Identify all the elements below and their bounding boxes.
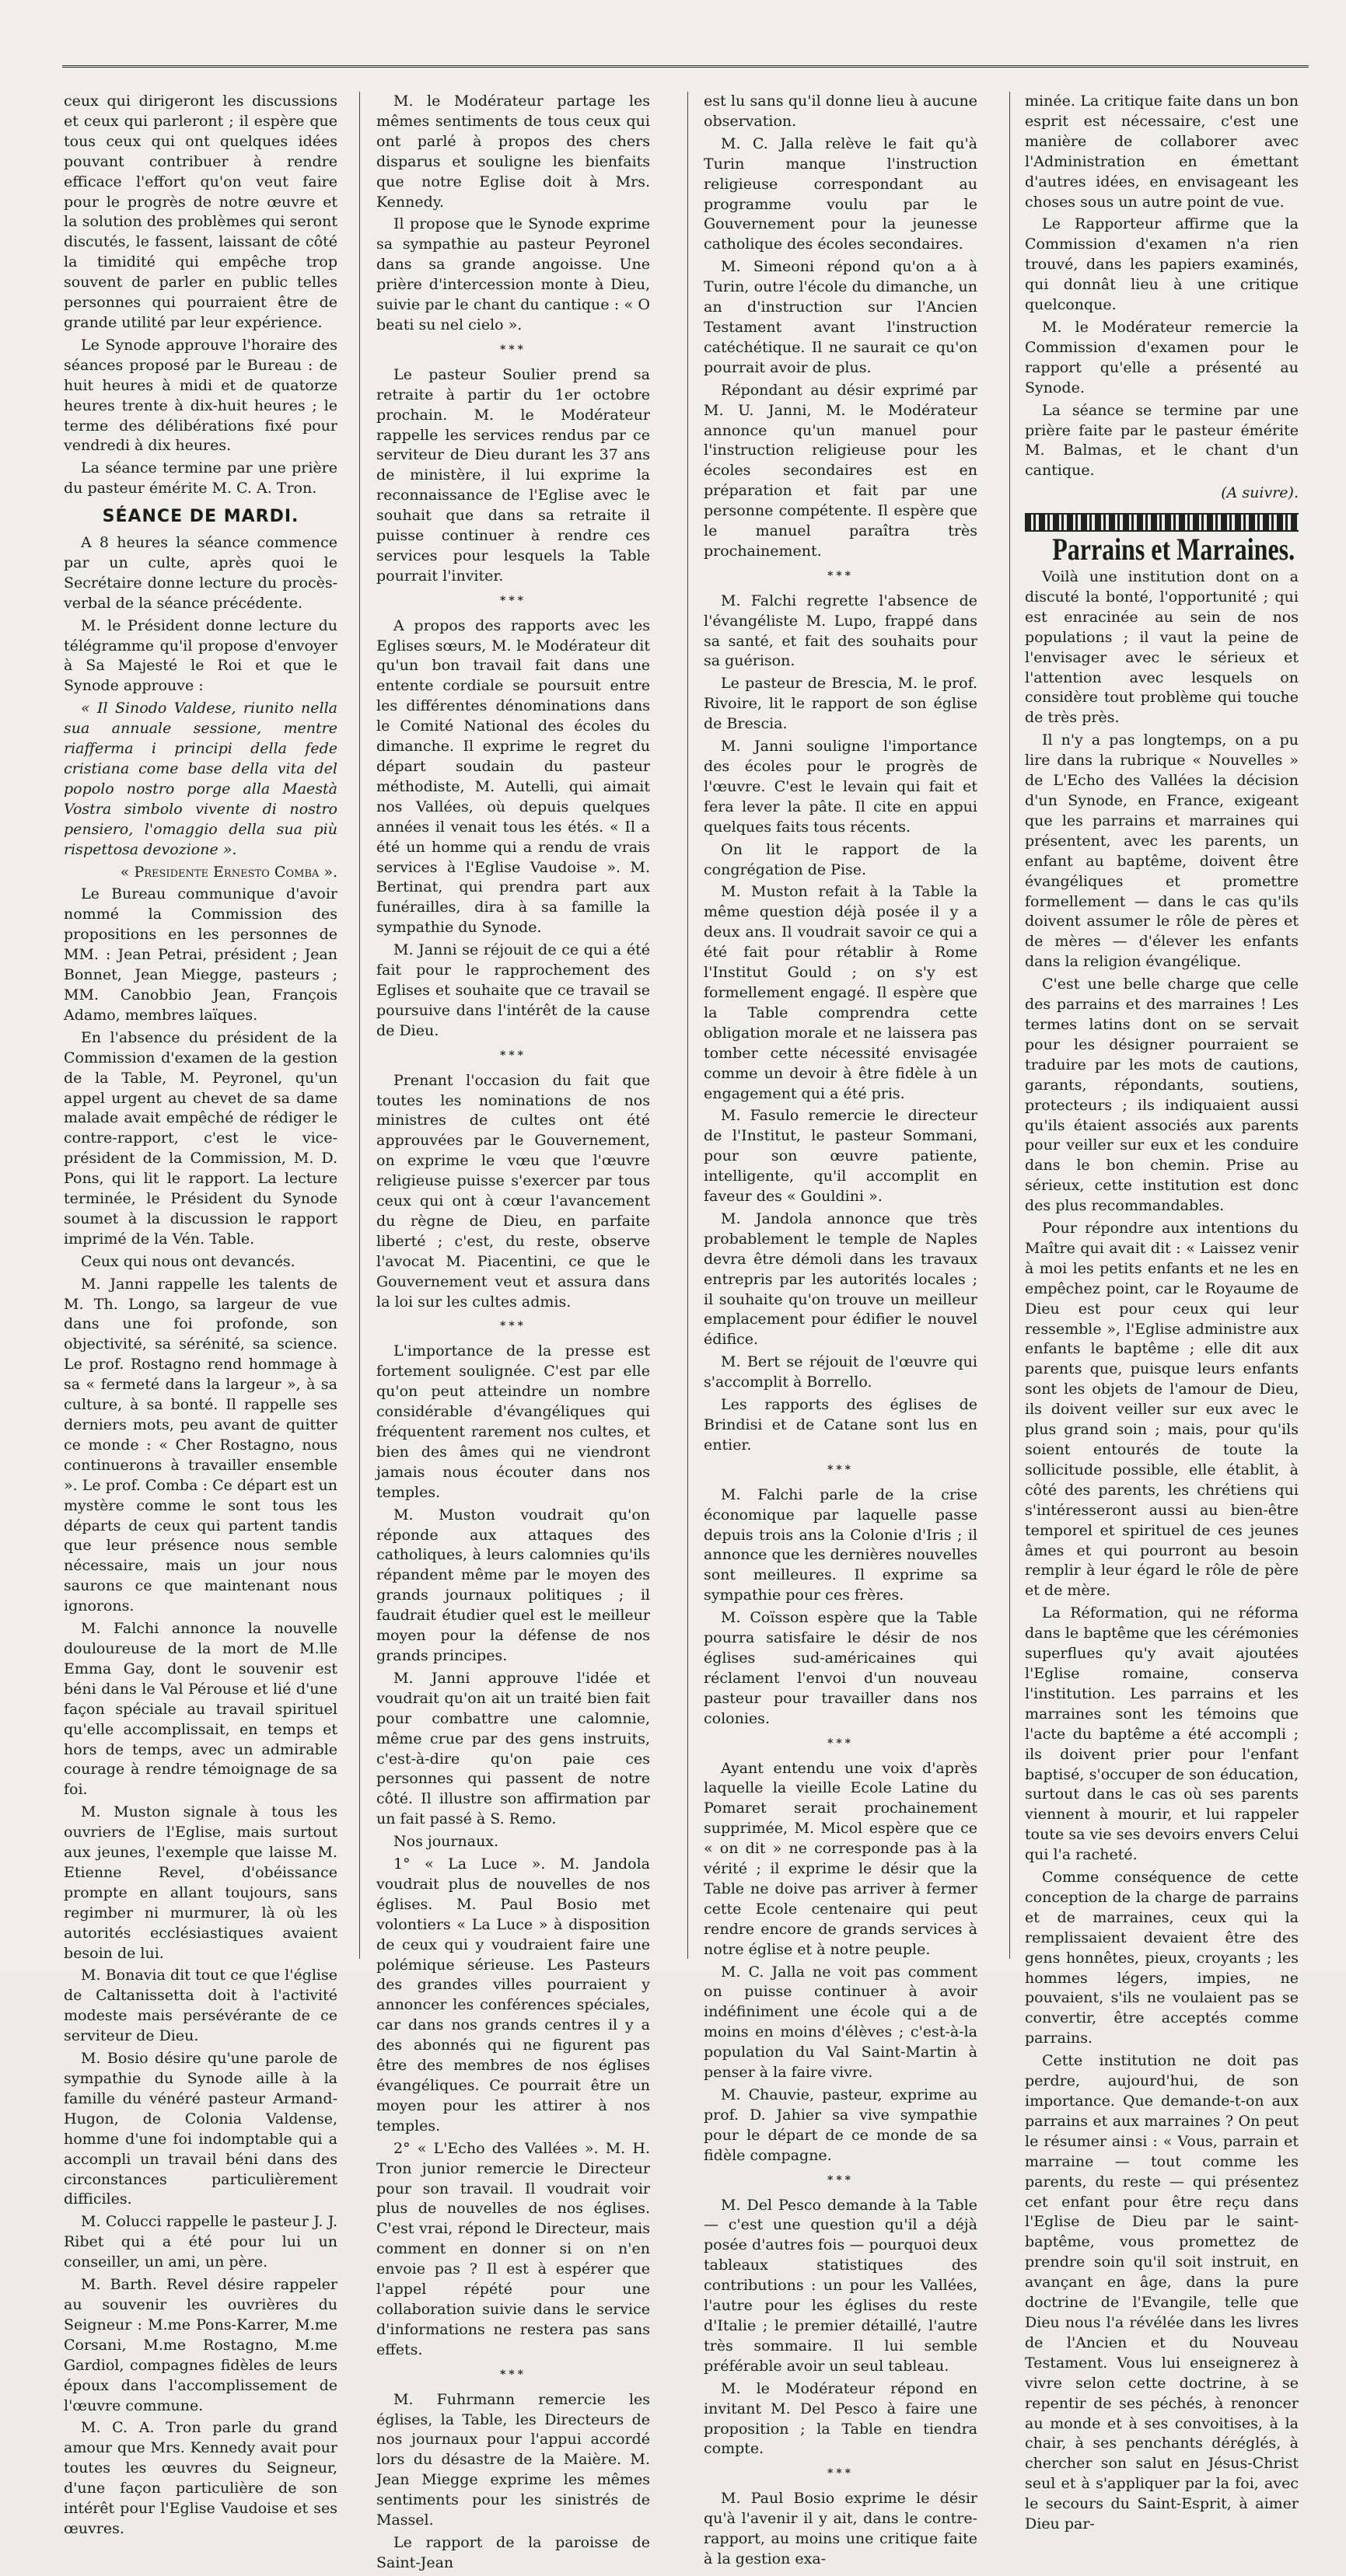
- paragraph: Le Bureau communique d'avoir nommé la Commission des propositions en les personnes de MM. : Jean Petrai, président ; Jean Bonnet, Jean Miegge, pasteurs ; MM. Canobbio Jean, François Adamo, membres laïques.: [64, 885, 337, 1024]
- separator-stars: ***: [827, 2173, 854, 2187]
- paragraph: Le pasteur Soulier prend sa retraite à partir du 1er octobre prochain. M. le Modérateur rappelle les services rendus par ce serviteur de Dieu durant les 37 ans de ministère, il lui exprime la reconnaissance de l'Eglise avec le souhait que dans sa retraite il puisse continuer à rendre ces services pour lesquels la Table pourrait l'inviter.: [376, 365, 650, 585]
- paragraph: M. Barth. Revel désire rappeler au souvenir les ouvrières du Seigneur : M.me Pons-Karrer, M.me Corsani, M.me Rostagno, M.me Gardiol, compagnes fidèles de leurs époux dans l'accomplissement de l'œuvre commune.: [64, 2276, 337, 2414]
- paragraph: M. C. A. Tron parle du grand amour que Mrs. Kennedy avait pour toutes les œuvres du Seigneur, d'une façon particulière de son intérêt pour l'Eglise Vaudoise et ses œuvres.: [64, 2419, 337, 2537]
- paragraph: Comme conséquence de cette conception de la charge de parrains et de marraines, ceux qui la remplissaient devaient être des gens honnêtes, pieux, croyants ; les hommes légers, impies, ne pouvaient, s'ils ne voulaient pas se convertir, être acceptés comme parrains.: [1025, 1869, 1299, 2047]
- paragraph: La séance se termine par une prière faite par le pasteur émérite M. Balmas, et le chant d'un cantique.: [1025, 401, 1299, 480]
- separator-stars: ***: [827, 2467, 854, 2480]
- paragraph: M. C. Jalla relève le fait qu'à Turin manque l'instruction religieuse correspondant au programme voulu par le Gouvernement pour la jeunesse catholique des écoles secondaires.: [704, 134, 977, 253]
- paragraph: A propos des rapports avec les Eglises sœurs, M. le Modérateur dit qu'un bon travail fait dans une entente cordiale se poursuit entre les différentes dénominations dans le Comité National des écoles du dimanche. Il exprime le regret du départ soudain du pasteur méthodiste, M. Autelli, qui aimait nos Vallées, où depuis quelques années il venait tous les étés. « Il a été un homme qui a rendu de vrais services à l'Eglise Vaudoise ». M. Bertinat, qui prendra part aux funérailles, dira à sa famille la sympathie du Synode.: [376, 616, 650, 937]
- paragraph: Le rapport de la paroisse de Saint-Jean: [376, 2533, 650, 2571]
- separator-stars: ***: [500, 1049, 526, 1062]
- to-be-continued: (A suivre).: [1221, 484, 1299, 502]
- paragraph: M. le Modérateur partage les mêmes sentiments de tous ceux qui ont parlé à propos des chers disparus et souligne les bienfaits que notre Eglise doit à Mrs. Kennedy.: [376, 92, 650, 211]
- paragraph: M. Coïsson espère que la Table pourra satisfaire le désir de nos églises sud-américaines qui réclament l'envoi d'un nouveau pasteur pour travailler dans nos colonies.: [704, 1609, 977, 1727]
- paragraph: M. Fasulo remercie le directeur de l'Institut, le pasteur Sommani, pour son œuvre patiente, intelligente, qu'il accomplit en faveur des « Gouldini ».: [704, 1107, 977, 1206]
- paragraph: Cette institution ne doit pas perdre, aujourd'hui, de son importance. Que demande-t-on aux parrains et aux marraines ? On peut le résumer ainsi : « Vous, parrain et marraine — tout comme les parents, du reste — qui présentez cet enfant pour être reçu dans l'Eglise de Dieu par le saint-baptême, vous promettez de prendre soin qu'il soit instruit, en avançant en âge, dans la pure doctrine de l'Evangile, telle que Dieu nous l'a révélée dans les livres de l'Ancien et du Nouveau Testament. Vous lui enseignerez à vivre selon cette doctrine, à se repentir de ses péchés, à renoncer au monde et à ses convoitises, à la chair, à ses penchants déréglés, à chercher son salut en Jésus-Christ seul et à s'appliquer par la foi, avec le secours du Saint-Esprit, à aimer Dieu par-: [1025, 2052, 1299, 2533]
- ornamental-divider: [1025, 513, 1299, 532]
- paragraph: La séance termine par une prière du pasteur émérite M. C. A. Tron.: [64, 459, 337, 497]
- paragraph: M. le Président donne lecture du télégramme qu'il propose d'envoyer à Sa Majesté le Roi et que le Synode approuve :: [64, 616, 337, 695]
- separator-stars: ***: [500, 2368, 526, 2381]
- column-1: [64, 92, 337, 2542]
- paragraph: Il propose que le Synode exprime sa sympathie au pasteur Peyronel dans sa grande angoisse. Une prière d'intercession monte à Dieu, suivie par le chant du cantique : « O beati su nel cielo ».: [376, 215, 650, 333]
- separator-stars: ***: [500, 1320, 526, 1333]
- section-heading: SÉANCE DE MARDI.: [102, 507, 299, 527]
- subheading: Nos journaux.: [393, 1833, 499, 1851]
- paragraph: M. Chauvie, pasteur, exprime au prof. D. Jahier sa vive sympathie pour le départ de ce monde de sa fidèle compagne.: [704, 2086, 977, 2164]
- paragraph: M. Janni approuve l'idée et voudrait qu'on ait un traité bien fait pour combattre une calomnie, même crue par des gens instruits, c'est-à-dire qu'on paie ces personnes qui passent de notre côté. Il illustre son affirmation par un fait passé à S. Remo.: [376, 1669, 650, 1828]
- paragraph: Le Synode approuve l'horaire des séances proposé par le Bureau : de huit heures à midi et de quatorze heures trente à dix-huit heures ; le terme des délibérations fixé pour vendredi à dix heures.: [64, 336, 337, 455]
- paragraph: M. Janni souligne l'importance des écoles pour le progrès de l'œuvre. C'est le levain qui fait et fera lever la pâte. Il cite en appui quelques faits tous récents.: [704, 738, 977, 836]
- article-title: Parrains et Marraines.: [1052, 532, 1295, 567]
- paragraph: 2° « L'Echo des Vallées ». M. H. Tron junior remercie le Directeur pour son travail. Il voudrait voir plus de nouvelles de nos églises. C'est vrai, répond le Directeur, mais comment en donner si on n'en envoie pas ? Il est à espérer que l'appel répété pour une collaboration suivie dans le service d'informations ne restera pas sans effets.: [376, 2139, 650, 2358]
- paragraph: M. le Modérateur remercie la Commission d'examen pour le rapport qu'elle a présenté au Synode.: [1025, 318, 1299, 396]
- paragraph: M. Simeoni répond qu'on a à Turin, outre l'école du dimanche, un an d'instruction sur l'Ancien Testament avant l'instruction catéchétique. Il ne saurait ce qu'on pourrait avoir de plus.: [704, 258, 977, 376]
- paragraph: M. le Modérateur répond en invitant M. Del Pesco à faire une proposition ; la Table en tiendra compte.: [704, 2379, 977, 2458]
- paragraph: Les rapports des églises de Brindisi et de Catane sont lus en entier.: [704, 1396, 977, 1454]
- paragraph: M. Falchi parle de la crise économique par laquelle passe depuis trois ans la Colonie d'Iris ; il annonce que les dernières nouvelles sont meilleures. Il exprime sa sympathie pour ces frères.: [704, 1485, 977, 1604]
- separator-stars: ***: [827, 1737, 854, 1750]
- column-3: [704, 92, 977, 2572]
- paragraph: Ayant entendu une voix d'après laquelle la vieille Ecole Latine du Pomaret serait prochainement supprimée, M. Micol espère que ce « on dit » ne corresponde pas à la vérité ; il exprime le désir que la Table ne doive pas arriver à fermer cette Ecole centenaire qui peut rendre encore de grands services à notre église et à notre peuple.: [704, 1759, 977, 1958]
- paragraph: M. Bonavia dit tout ce que l'église de Caltanissetta doit à l'activité modeste mais persévérante de ce serviteur de Dieu.: [64, 1967, 337, 2045]
- subheading: Ceux qui nous ont devancés.: [81, 1252, 295, 1270]
- paragraph: M. Bosio désire qu'une parole de sympathie du Synode aille à la famille du vénéré pasteur Armand-Hugon, de Colonia Valdense, homme d'une foi indomptable qui a accompli un travail béni dans des circonstances particulièrement difficiles.: [64, 2050, 337, 2208]
- paragraph: M. Paul Bosio exprime le désir qu'à l'avenir il y ait, dans le contre-rapport, au moins une critique faite à la gestion exa-: [704, 2490, 977, 2567]
- paragraph: Répondant au désir exprimé par M. U. Janni, M. le Modérateur annonce qu'un manuel pour l'instruction religieuse pour les écoles secondaires est en préparation et fait par une personne compétente. Il espère que le manuel paraîtra très prochainement.: [704, 381, 977, 560]
- separator-stars: ***: [827, 569, 854, 582]
- column-4: [1025, 92, 1299, 2537]
- paragraph: M. Falchi annonce la nouvelle douloureuse de la mort de M.lle Emma Gay, dont le souvenir est béni dans le Val Pérouse et lié d'une façon spéciale au travail spirituel qu'elle accomplissait, en temps et hors de temps, avec un admirable courage à rendre témoignage de sa foi.: [64, 1620, 337, 1799]
- paragraph: Pour répondre aux intentions du Maître qui avait dit : « Laissez venir à moi les petits enfants et ne les en empêchez point, car le Royaume de Dieu est pour ceux qui leur ressemble », l'Eglise administre aux enfants le baptême ; elle dit aux parents que, puisque leurs enfants sont les objets de l'amour de Dieu, ils doivent veiller sur eux avec le plus grand soin ; mais, pour qu'ils soient entourés de toute la sollicitude possible, elle établit, à côté des parents, les chrétiens qui s'intéresseront aussi au bien-être temporel et spirituel de ces jeunes âmes et qui pourront au besoin remplir à leur égard le rôle de père et de mère.: [1025, 1220, 1299, 1600]
- paragraph: A 8 heures la séance commence par un culte, après quoi le Secrétaire donne lecture du procès-verbal de la séance précédente.: [64, 534, 337, 612]
- paragraph: M. Janni rappelle les talents de M. Th. Longo, sa largeur de vue dans une foi profonde, son objectivité, sa sérénité, sa science. Le prof. Rostagno rend hommage à sa « fermeté dans la largeur », à sa culture, à sa bonté. Il rappelle ses derniers mots, peu avant de quitter ce monde : « Cher Rostagno, nous continuerons à travailler ensemble ». Le prof. Comba : Ce départ est un mystère comme le sont tous les départs de ceux qui partent tandis que leur présence nous semble nécessaire, mais un jour nous saurons ce que maintenant nous ignorons.: [64, 1275, 337, 1615]
- paragraph: M. Bert se réjouit de l'œuvre qui s'accomplit à Borrello.: [704, 1353, 977, 1391]
- column-divider: [687, 92, 688, 1959]
- paragraph: Le Rapporteur affirme que la Commission d'examen n'a rien trouvé, dans les papiers examinés, qui donnât lieu à une critique quelconque.: [1025, 215, 1299, 314]
- separator-stars: ***: [500, 594, 526, 607]
- column-2: [376, 92, 650, 2576]
- column-divider: [359, 92, 360, 1959]
- paragraph: M. Muston voudrait qu'on réponde aux attaques des catholiques, à leurs calomnies qu'ils répandent même par le moyen des grands journaux politiques ; il faudrait étudier quel est le meilleur moyen pour la défense de nos grands principes.: [376, 1506, 650, 1664]
- paragraph: L'importance de la presse est fortement soulignée. C'est par elle qu'on peut atteindre un nombre considérable d'évangéliques qui fréquentent rarement nos cultes, et bien des âmes qui ne viendront jamais nous écouter dans nos temples.: [376, 1342, 650, 1501]
- paragraph: En l'absence du président de la Commission d'examen de la gestion de la Table, M. Peyronel, qu'un appel urgent au chevet de sa dame malade avait empêché de rédiger le contre-rapport, c'est le vice-président de la Commission, M. D. Pons, qui lit le rapport. La lecture terminée, le Président du Synode soumet à la discussion le rapport imprimé de la Vén. Table.: [64, 1028, 337, 1248]
- paragraph: M. Jandola annonce que très probablement le temple de Naples devra être démoli dans les travaux entrepris par les autorités locales ; il souhaite qu'on trouve un meilleur emplacement pour édifier le nouvel édifice.: [704, 1209, 977, 1349]
- paragraph: minée. La critique faite dans un bon esprit est nécessaire, c'est une manière de collaborer avec l'Administration en émettant d'autres idées, en envisageant les choses sous un autre point de vue.: [1025, 92, 1299, 211]
- column-divider: [1009, 92, 1010, 1959]
- paragraph: M. Muston refait à la Table la même question déjà posée il y a deux ans. Il voudrait savoir ce qui a été fait pour rétablir à Rome l'Institut Gould ; on s'y est formellement engagé. Il espère que la Table comprendra cette obligation morale et ne laissera pas tomber cette nécessité envisagée comme un devoir à être fidèle à un engagement qui a été pris.: [704, 883, 977, 1102]
- paragraph: Voilà une institution dont on a discuté la bonté, l'opportunité ; qui est enracinée au sein de nos populations ; il vaut la peine de l'envisager avec le sérieux et l'attention avec lesquels on considère tout problème qui touche de très près.: [1025, 568, 1299, 727]
- paragraph: M. Janni se réjouit de ce qui a été fait pour le rapprochement des Eglises et souhaite que ce travail se poursuive dans l'intérêt de la cause de Dieu.: [376, 941, 650, 1039]
- paragraph: On lit le rapport de la congrégation de Pise.: [704, 840, 977, 878]
- paragraph: M. Fuhrmann remercie les églises, la Table, les Directeurs de nos journaux pour l'appui accordé lors du désastre de la Maière. M. Jean Miegge exprime les mêmes sentiments pour les sinistrés de Massel.: [376, 2390, 650, 2529]
- paragraph: C'est une belle charge que celle des parrains et des marraines ! Les termes latins dont on se servait pour les désigner pourraient se traduire par les mots de cautions, garants, répondants, soutiens, protecteurs ; ils indiquaient aussi qu'ils étaient associés aux parents pour veiller sur eux et les conduire dans le bon chemin. Prise au sérieux, cette institution est donc des plus recommandables.: [1025, 976, 1299, 1215]
- paragraph: M. C. Jalla ne voit pas comment on puisse continuer à avoir indéfiniment une école qui a de moins en moins d'élèves ; c'est-à-la population du Val Saint-Martin à penser à la faire vivre.: [704, 1963, 977, 2082]
- separator-stars: ***: [827, 1463, 854, 1476]
- paragraph: ceux qui dirigeront les discussions et ceux qui parleront ; il espère que tous ceux qui ont quelques idées pouvant contribuer à rendre efficace l'effort qu'on veut faire pour le progrès de notre œuvre et la solution des problèmes qui seront discutés, le fassent, laissant de côté la timidité qui empêche trop souvent de parler en public telles personnes qui pourraient être de grande utilité par leur expérience.: [64, 92, 337, 331]
- separator-stars: ***: [500, 343, 526, 356]
- telegram-quote: « Il Sinodo Valdese, riunito nella sua annuale sessione, mentre riafferma i principi della fede cristiana come base della vita del popolo nostro porge alla Maestà Vostra simbolo vivente di nostro pensiero, l'omaggio della sua più rispettosa devozione ».: [64, 700, 337, 858]
- paragraph: Il n'y a pas longtemps, on a pu lire dans la rubrique « Nouvelles » de L'Echo des Vallées la décision d'un Synode, en France, exigeant que les parrains et marraines qui présentent, avec les parents, un enfant au baptême, doivent être évangéliques et promettre formellement — dans le cas qu'ils doivent assumer le rôle de pères et de mères — d'élever les enfants dans la religion évangélique.: [1025, 731, 1299, 971]
- paragraph: M. Colucci rappelle le pasteur J. J. Ribet qui a été pour lui un conseiller, un ami, un père.: [64, 2213, 337, 2271]
- top-double-rule: [62, 65, 1309, 68]
- paragraph: 1° « La Luce ». M. Jandola voudrait plus de nouvelles de nos églises. M. Paul Bosio met volontiers « La Luce » à disposition de ceux qui y voudraient faire une polémique sérieuse. Les Pasteurs des grandes villes pourraient y annoncer les conférences spéciales, car dans nos grands centres il y a des abonnés qui ne figurent pas être des membres de nos églises évangéliques. Ce pourrait être un moyen pour les attirer à nos temples.: [376, 1855, 650, 2134]
- paragraph: La Réformation, qui ne réforma dans le baptême que les cérémonies superflues qu'y avait ajoutées l'Eglise romaine, conserva l'institution. Les parrains et les marraines sont les témoins que l'acte du baptême a été accompli ; ils doivent prier pour l'enfant baptisé, s'occuper de son éducation, surtout dans le cas où ses parents viennent à mourir, et lui rappeler toute sa vie ses devoirs envers Celui qui l'a racheté.: [1025, 1604, 1299, 1864]
- paragraph: est lu sans qu'il donne lieu à aucune observation.: [704, 92, 977, 130]
- paragraph: M. Del Pesco demande à la Table — c'est une question qu'il a déjà posée d'autres fois — pourquoi deux tableaux statistiques des contributions : un pour les Vallées, l'autre pour les églises du reste d'Italie ; le premier détaillé, l'autre très sommaire. Il lui semble préférable avoir un seul tableau.: [704, 2196, 977, 2375]
- telegram-signature: « Presidente Ernesto Comba ».: [120, 863, 337, 881]
- paragraph: M. Falchi regrette l'absence de l'évangéliste M. Lupo, frappé dans sa santé, et fait des souhaits pour sa guérison.: [704, 592, 977, 670]
- paragraph: M. Muston signale à tous les ouvriers de l'Eglise, mais surtout aux jeunes, l'exemple que laisse M. Etienne Revel, d'obéissance prompte en allant toujours, sans regimber ni murmurer, là où les autorités ecclésiastiques avaient besoin de lui.: [64, 1803, 337, 1962]
- paragraph: Prenant l'occasion du fait que toutes les nominations de nos ministres de cultes ont été approuvées par le Gouvernement, on exprime le vœu que l'œuvre religieuse puisse s'exercer par tous ceux qui ont à cœur l'avancement du règne de Dieu, en parfaite liberté ; c'est, du reste, observe l'avocat M. Piacentini, ce que le Gouvernement veut et assura dans la loi sur les cultes admis.: [376, 1071, 650, 1311]
- paragraph: Le pasteur de Brescia, M. le prof. Rivoire, lit le rapport de son église de Brescia.: [704, 675, 977, 733]
